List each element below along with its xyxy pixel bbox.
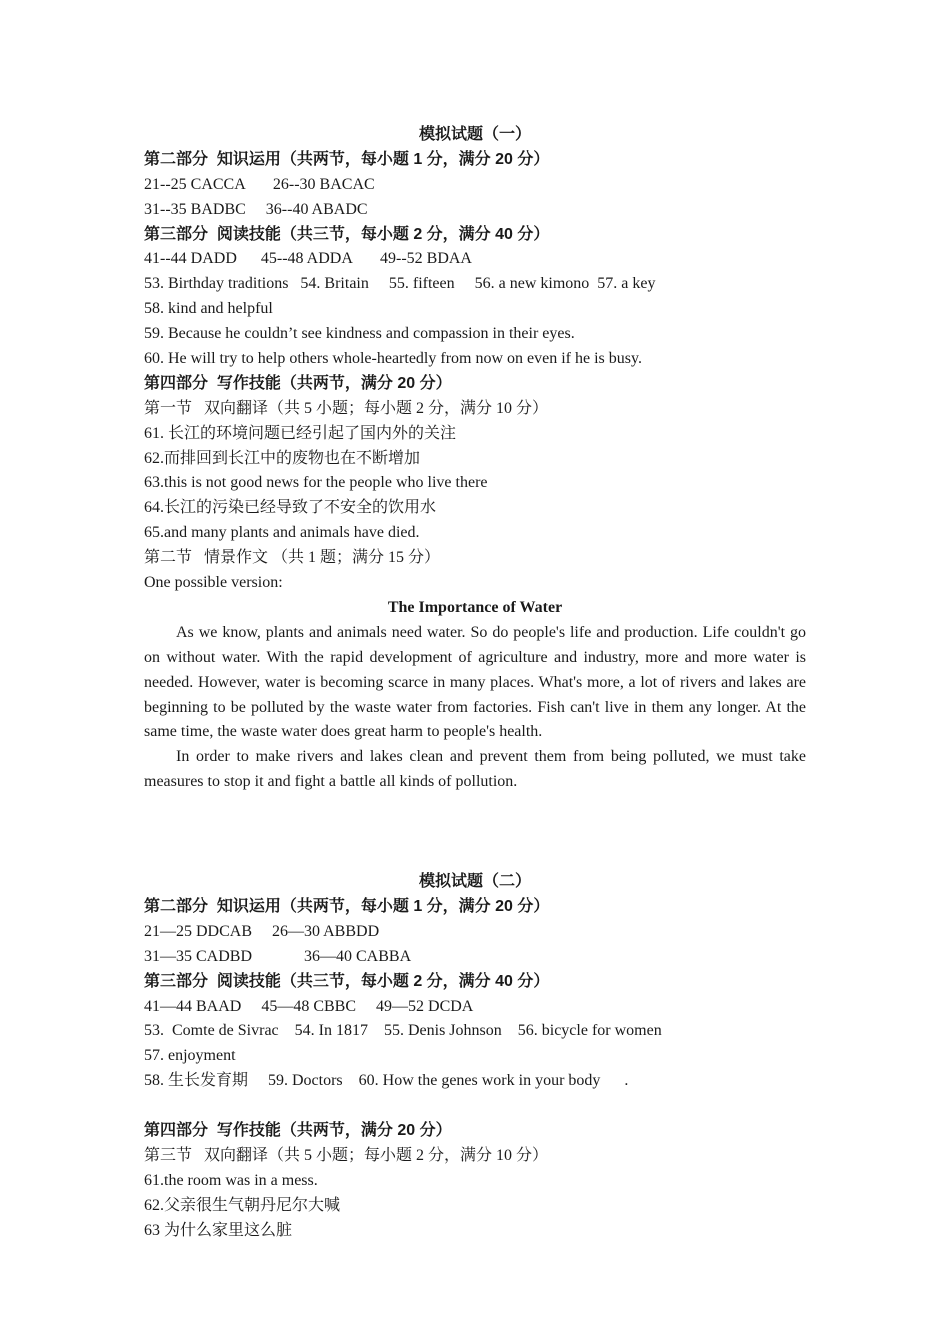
test2-section1-heading: 第三节 双向翻译（共 5 小题；每小题 2 分，满分 10 分） <box>144 1146 549 1164</box>
translation-line: 62.而排回到长江中的废物也在不断增加 <box>144 449 421 467</box>
answer-line: 58. kind and helpful <box>144 300 273 318</box>
section-spacer <box>144 1094 806 1119</box>
test1-section1-heading: 第一节 双向翻译（共 5 小题；每小题 2 分，满分 10 分） <box>144 399 549 417</box>
answer-line: 31—35 CADBD 36—40 CABBA <box>144 947 412 965</box>
test1-section2-heading: 第二节 情景作文 （共 1 题；满分 15 分） <box>144 549 441 567</box>
answer-line: 21--25 CACCA 26--30 BACAC <box>144 175 375 193</box>
translation-line: 65.and many plants and animals have died. <box>144 524 420 542</box>
essay-paragraph: As we know, plants and animals need water. So do people's life and production. Life couldn't go on without water. With the rapid development of agriculture and industry, more and more water is needed. However, water is becoming scarce in many places. What's more, a lot of rivers and lakes are beginning to be polluted by the waste water from factories. Fish can't live in them any longer. At the same time, the waste water does great harm to people's health. <box>144 623 806 741</box>
translation-line: 63.this is not good news for the people who live there <box>144 474 488 492</box>
translation-line: 61.the room was in a mess. <box>144 1171 318 1189</box>
essay-title: The Importance of Water <box>387 598 563 616</box>
answer-line: 21—25 DDCAB 26—30 ABBDD <box>144 922 380 940</box>
translation-line: 64.长江的污染已经导致了不安全的饮用水 <box>144 499 437 517</box>
answer-line: 57. enjoyment <box>144 1047 236 1065</box>
translation-line: 63 为什么家里这么脏 <box>144 1221 293 1239</box>
test1-title: 模拟试题（一） <box>418 126 531 143</box>
test1-part4-heading: 第四部分 写作技能（共两节，满分 20 分） <box>144 374 452 392</box>
answer-line: 53. Birthday traditions 54. Britain 55. fifteen 56. a new kimono 57. a key <box>144 275 656 293</box>
test1-part3-heading: 第三部分 阅读技能（共三节，每小题 2 分，满分 40 分） <box>144 225 550 243</box>
answer-line: 53. Comte de Sivrac 54. In 1817 55. Denis Johnson 56. bicycle for women <box>144 1022 662 1040</box>
essay-paragraph: In order to make rivers and lakes clean and prevent them from being polluted, we must take measures to stop it and fight a battle all kinds of pollution. <box>144 748 806 791</box>
test2-part3-heading: 第三部分 阅读技能（共三节，每小题 2 分，满分 40 分） <box>144 972 550 990</box>
answer-line: 60. He will try to help others whole-heartedly from now on even if he is busy. <box>144 350 642 368</box>
answer-line: 41--44 DADD 45--48 ADDA 49--52 BDAA <box>144 250 472 268</box>
translation-line: 62.父亲很生气朝丹尼尔大喊 <box>144 1196 341 1214</box>
test2-part2-heading: 第二部分 知识运用（共两节，每小题 1 分，满分 20 分） <box>144 897 550 915</box>
section-spacer <box>144 795 806 845</box>
answer-key-page <box>144 123 806 1243</box>
test2-part4-heading: 第四部分 写作技能（共两节，满分 20 分） <box>144 1121 452 1139</box>
test1-part2-heading: 第二部分 知识运用（共两节，每小题 1 分，满分 20 分） <box>144 150 550 168</box>
answer-line: 59. Because he couldn’t see kindness and compassion in their eyes. <box>144 325 575 343</box>
translation-line: 61. 长江的环境问题已经引起了国内外的关注 <box>144 424 457 442</box>
answer-line: 58. 生长发育期 59. Doctors 60. How the genes work in your body . <box>144 1072 629 1090</box>
test2-title: 模拟试题（二） <box>418 873 531 891</box>
essay-intro: One possible version: <box>144 574 283 592</box>
section-spacer <box>144 845 806 870</box>
answer-line: 41—44 BAAD 45—48 CBBC 49—52 DCDA <box>144 997 474 1015</box>
answer-line: 31--35 BADBC 36--40 ABADC <box>144 200 368 218</box>
